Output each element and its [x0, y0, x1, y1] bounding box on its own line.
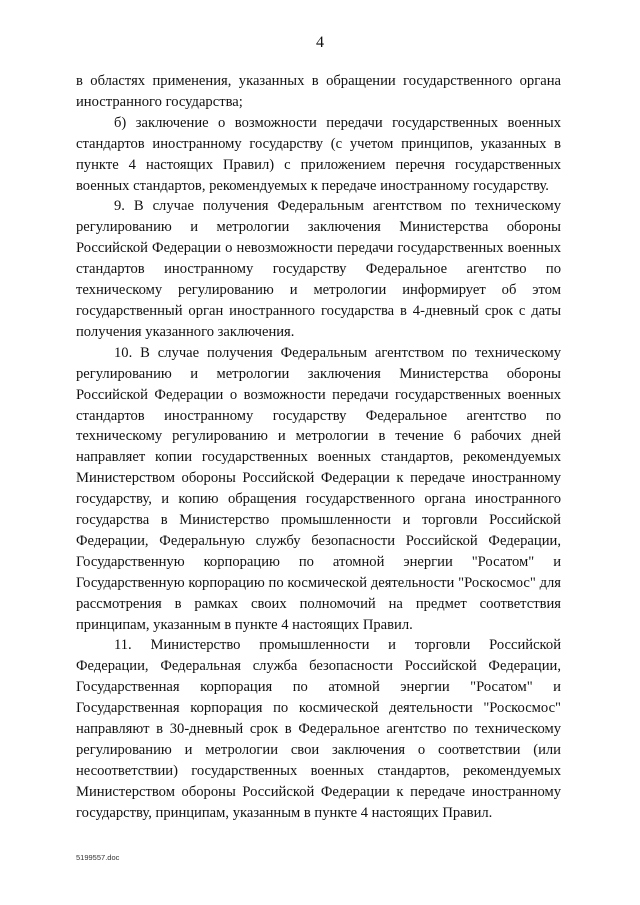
paragraph-continuation: в областях применения, указанных в обращении государственного органа иностранного государства; [76, 73, 561, 110]
paragraph-item-9: 9. В случае получения Федеральным агентством по техническому регулированию и метрологии заключения Министерства обороны Российской Федерации о невозможности передачи государственных военных стандартов иностранному государству Федеральное агентство по техническому регулированию и метрологии информирует об этом государственный орган иностранного государства в 4-дневный срок с даты получения указанного заключения. [76, 198, 561, 340]
document-body [76, 71, 561, 824]
paragraph-item-10: 10. В случае получения Федеральным агентством по техническому регулированию и метрологии заключения Министерства обороны Российской Федерации о возможности передачи государственных военных стандартов иностранному государству Федеральное агентство по техническому регулированию и метрологии в течение 6 рабочих дней направляет копии государственных военных стандартов, рекомендуемых Министерством обороны Российской Федерации к передаче иностранному государству, и копию обращения государственного органа иностранного государства в Министерство промышленности и торговли Российской Федерации, Федеральную службу безопасности Российской Федерации, Государственную корпорацию по атомной энергии "Росатом" и Государственную корпорацию по космической деятельности "Роскосмос" для рассмотрения в рамках своих полномочий на предмет соответствия принципам, указанным в пункте 4 настоящих Правил. [76, 344, 561, 633]
paragraph-subitem-b: б) заключение о возможности передачи государственных военных стандартов иностранному государству (с учетом принципов, указанных в пункте 4 настоящих Правил) с приложением перечня государственных военных стандартов, рекомендуемых к передаче иностранному государству. [76, 114, 561, 194]
file-code-footer: 5199557.doc [76, 853, 120, 862]
paragraph-item-11: 11. Министерство промышленности и торговли Российской Федерации, Федеральная служба безопасности Российской Федерации, Государственная корпорация по атомной энергии "Росатом" и Государственная корпорация по космической деятельности "Роскосмос" направляют в 30-дневный срок в Федеральное агентство по техническому регулированию и метрологии свои заключения о соответствии (или несоответствии) государственных военных стандартов, рекомендуемых Министерством обороны Российской Федерации к передаче иностранному государству, принципам, указанным в пункте 4 настоящих Правил. [76, 637, 561, 821]
page-number: 4 [316, 34, 324, 51]
